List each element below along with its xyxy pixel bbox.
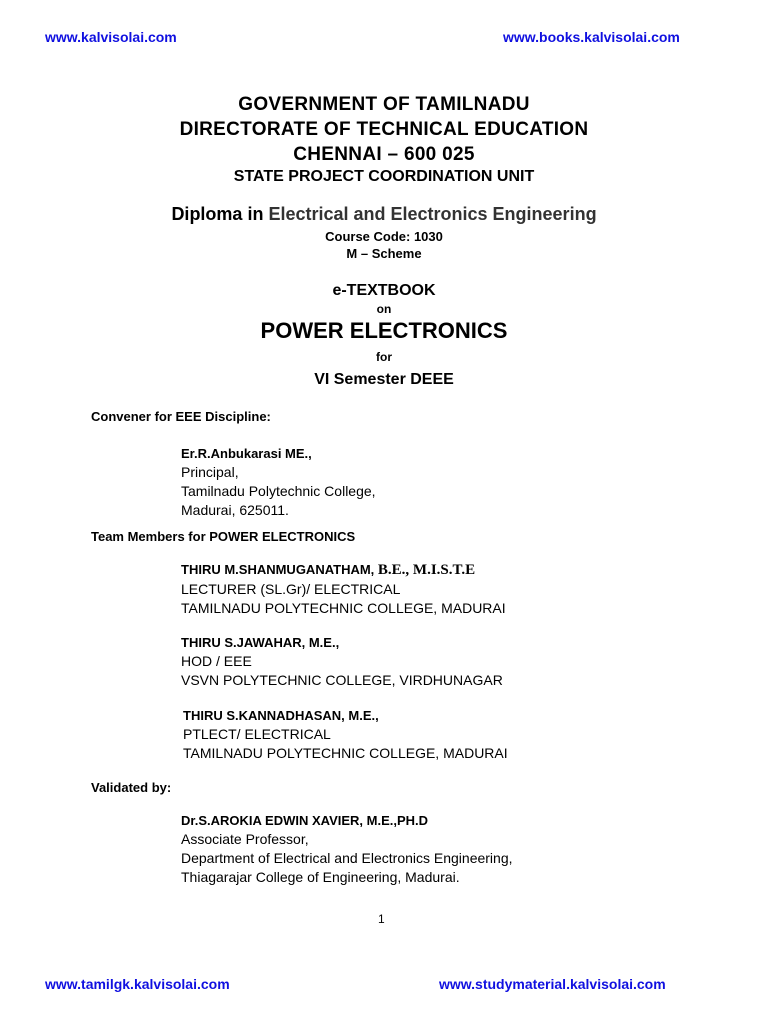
team-member	[183, 706, 508, 763]
convener-name: Er.R.Anbukarasi ME.,	[181, 446, 312, 461]
validator-block	[181, 811, 513, 887]
title-chennai: CHENNAI – 600 025	[293, 144, 475, 165]
etextbook-label: e-TEXTBOOK	[332, 282, 436, 299]
header-link-books[interactable]: www.books.kalvisolai.com	[503, 29, 680, 45]
team-member	[181, 560, 506, 618]
member-name-line	[181, 560, 506, 580]
book-title: POWER ELECTRONICS	[260, 318, 508, 343]
convener-role: Principal,	[181, 464, 239, 480]
scheme: M – Scheme	[346, 246, 422, 261]
member-name: THIRU S.JAWAHAR, M.E.,	[181, 635, 340, 650]
member-role: PTLECT/ ELECTRICAL	[183, 726, 331, 742]
validator-name: Dr.S.AROKIA EDWIN XAVIER, M.E.,PH.D	[181, 813, 429, 828]
diploma-line	[0, 204, 768, 225]
team-heading: Team Members for POWER ELECTRONICS	[91, 529, 356, 544]
member-college: TAMILNADU POLYTECHNIC COLLEGE, MADURAI	[181, 600, 506, 616]
validated-heading: Validated by:	[91, 780, 172, 795]
header-link-kalvisolai[interactable]: www.kalvisolai.com	[45, 29, 177, 45]
semester-label: VI Semester DEEE	[314, 371, 454, 388]
member-quals: B.E., M.I.S.T.E	[377, 562, 476, 578]
team-member	[181, 633, 503, 690]
diploma-prefix: Diploma in	[171, 204, 269, 224]
for-label: for	[376, 350, 392, 364]
title-government: GOVERNMENT OF TAMILNADU	[238, 94, 530, 115]
diploma-subject: Electrical and Electronics Engineering	[268, 204, 597, 224]
title-spcu: STATE PROJECT COORDINATION UNIT	[233, 168, 535, 185]
member-role: LECTURER (SL.Gr)/ ELECTRICAL	[181, 581, 401, 597]
footer-link-tamilgk[interactable]: www.tamilgk.kalvisolai.com	[45, 976, 230, 992]
validator-dept: Department of Electrical and Electronics Engineering,	[181, 850, 513, 866]
member-college: TAMILNADU POLYTECHNIC COLLEGE, MADURAI	[183, 745, 508, 761]
convener-block	[181, 444, 376, 520]
validator-college: Thiagarajar College of Engineering, Madurai.	[181, 869, 460, 885]
validator-role: Associate Professor,	[181, 831, 309, 847]
member-college: VSVN POLYTECHNIC COLLEGE, VIRDHUNAGAR	[181, 672, 503, 688]
member-name: THIRU S.KANNADHASAN, M.E.,	[183, 708, 379, 723]
on-label: on	[376, 302, 392, 316]
member-name: THIRU M.SHANMUGANATHAM,	[181, 562, 378, 577]
convener-college: Tamilnadu Polytechnic College,	[181, 483, 376, 499]
footer-link-studymaterial[interactable]: www.studymaterial.kalvisolai.com	[439, 976, 666, 992]
page-number: 1	[378, 912, 385, 926]
convener-city: Madurai, 625011.	[181, 502, 289, 518]
member-role: HOD / EEE	[181, 653, 252, 669]
course-code: Course Code: 1030	[325, 229, 443, 244]
convener-heading: Convener for EEE Discipline:	[91, 409, 271, 424]
title-directorate: DIRECTORATE OF TECHNICAL EDUCATION	[179, 119, 589, 140]
